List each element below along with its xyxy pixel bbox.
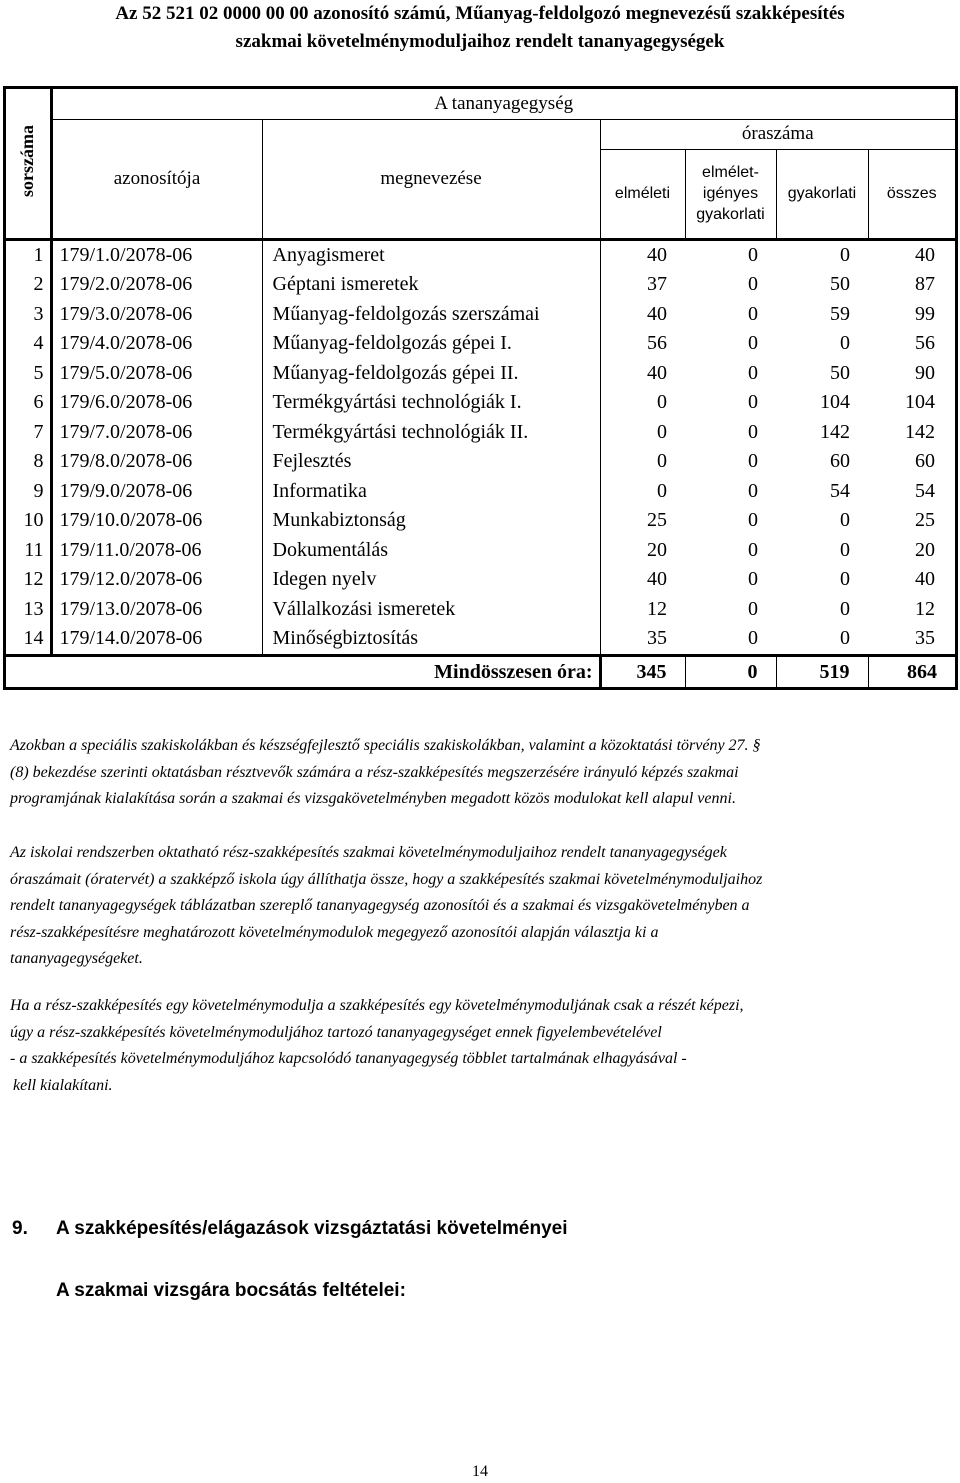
paragraph-line: kell kialakítani. bbox=[13, 1076, 113, 1094]
cell-megnevezes: Idegen nyelv bbox=[262, 565, 600, 595]
cell-azonosito: 179/6.0/2078-06 bbox=[51, 388, 262, 418]
table-row bbox=[6, 477, 955, 507]
cell-sorszam: 8 bbox=[6, 447, 51, 477]
cell-gyakorlati: 0 bbox=[840, 568, 850, 591]
paragraph-school-system bbox=[10, 840, 950, 973]
paragraph-line: Ha a rész-szakképesítés egy követelménymodulja a szakképesítés egy követelménymoduljának csak a részét képezi, bbox=[10, 997, 744, 1014]
cell-gyakorlati: 50 bbox=[830, 361, 850, 384]
section-number: 9. bbox=[12, 1218, 28, 1239]
cell-elmeleti: 40 bbox=[647, 568, 667, 591]
cell-osszes: 99 bbox=[915, 302, 936, 325]
cell-megnevezes: Anyagismeret bbox=[262, 239, 600, 270]
table-row bbox=[6, 239, 955, 270]
cell-elmeletigenyes: 0 bbox=[748, 627, 758, 650]
paragraph-line: rész-szakképesítésre meghatározott követelménymodulok megegyező azonosítói alapján választja ki a bbox=[10, 923, 659, 941]
cell-sorszam: 3 bbox=[6, 300, 51, 330]
cell-sorszam: 9 bbox=[6, 477, 51, 507]
cell-osszes: 40 bbox=[915, 243, 936, 266]
cell-megnevezes: Műanyag-feldolgozás gépei I. bbox=[262, 329, 600, 359]
header-gyakorlati: gyakorlati bbox=[776, 149, 868, 239]
cell-osszes: 90 bbox=[915, 361, 936, 384]
cell-osszes: 35 bbox=[915, 627, 936, 650]
paragraph-line: tananyagegységeket. bbox=[10, 950, 143, 967]
cell-sorszam: 6 bbox=[6, 388, 51, 418]
cell-megnevezes: Vállalkozási ismeretek bbox=[262, 595, 600, 625]
page-number: 14 bbox=[472, 1463, 488, 1480]
cell-elmeletigenyes: 0 bbox=[748, 597, 758, 620]
table-row bbox=[6, 329, 955, 359]
total-label: Mindösszesen óra: bbox=[6, 655, 600, 689]
cell-elmeletigenyes: 0 bbox=[748, 243, 758, 266]
cell-azonosito: 179/11.0/2078-06 bbox=[51, 536, 262, 566]
table-row bbox=[6, 506, 955, 536]
table-row bbox=[6, 300, 955, 330]
paragraph-line: óraszámait (óratervét) a szakképző iskola úgy állíthatja össze, hogy a szakképesítés szakmai követelménymoduljaihoz bbox=[10, 870, 763, 888]
paragraph-line: úgy a rész-szakképesítés követelménymoduljához tartozó tananyagegységet ennek figyelembevételével bbox=[10, 1023, 662, 1041]
cell-gyakorlati: 50 bbox=[830, 273, 850, 296]
cell-elmeleti: 35 bbox=[647, 627, 667, 650]
table-row bbox=[6, 447, 955, 477]
cell-elmeletigenyes: 0 bbox=[748, 479, 758, 502]
cell-gyakorlati: 0 bbox=[840, 538, 850, 561]
cell-osszes: 60 bbox=[915, 450, 936, 473]
cell-elmeleti: 12 bbox=[647, 597, 667, 620]
cell-azonosito: 179/12.0/2078-06 bbox=[51, 565, 262, 595]
cell-azonosito: 179/13.0/2078-06 bbox=[51, 595, 262, 625]
cell-osszes: 12 bbox=[915, 597, 936, 620]
table-row bbox=[6, 359, 955, 389]
cell-azonosito: 179/4.0/2078-06 bbox=[51, 329, 262, 359]
cell-sorszam: 14 bbox=[6, 624, 51, 655]
cell-gyakorlati: 0 bbox=[840, 332, 850, 355]
cell-elmeletigenyes: 0 bbox=[748, 420, 758, 443]
cell-megnevezes: Termékgyártási technológiák II. bbox=[262, 418, 600, 448]
cell-sorszam: 13 bbox=[6, 595, 51, 625]
cell-megnevezes: Géptani ismeretek bbox=[262, 270, 600, 300]
cell-elmeleti: 0 bbox=[657, 450, 667, 473]
header-group: A tananyagegység bbox=[51, 89, 955, 119]
cell-elmeleti: 20 bbox=[647, 538, 667, 561]
cell-sorszam: 4 bbox=[6, 329, 51, 359]
paragraph-partial-module bbox=[10, 993, 950, 1099]
header-elmeletigenyes-line-1: elmélet- bbox=[702, 164, 759, 181]
cell-sorszam: 1 bbox=[6, 239, 51, 270]
cell-azonosito: 179/9.0/2078-06 bbox=[51, 477, 262, 507]
cell-elmeleti: 0 bbox=[657, 479, 667, 502]
cell-osszes: 25 bbox=[915, 509, 936, 532]
cell-elmeleti: 0 bbox=[657, 420, 667, 443]
cell-elmeleti: 40 bbox=[647, 302, 667, 325]
cell-megnevezes: Munkabiztonság bbox=[262, 506, 600, 536]
cell-megnevezes: Fejlesztés bbox=[262, 447, 600, 477]
cell-elmeleti: 25 bbox=[647, 509, 667, 532]
cell-megnevezes: Informatika bbox=[262, 477, 600, 507]
header-sorszama bbox=[6, 89, 51, 239]
cell-azonosito: 179/1.0/2078-06 bbox=[51, 239, 262, 270]
paragraph-line: (8) bekezdése szerinti oktatásban résztvevők számára a rész-szakképesítés megszerzésére irányuló képzés szakmai bbox=[10, 763, 739, 781]
total-gyakorlati: 519 bbox=[776, 655, 868, 689]
document-title-line-2: szakmai követelménymoduljaihoz rendelt tananyagegységek bbox=[235, 31, 725, 52]
cell-elmeletigenyes: 0 bbox=[748, 568, 758, 591]
cell-sorszam: 12 bbox=[6, 565, 51, 595]
total-elmeleti: 345 bbox=[600, 655, 685, 689]
header-elmeletigenyes bbox=[685, 149, 776, 239]
cell-elmeletigenyes: 0 bbox=[748, 332, 758, 355]
cell-sorszam: 11 bbox=[6, 536, 51, 566]
table-row bbox=[6, 418, 955, 448]
cell-gyakorlati: 0 bbox=[840, 243, 850, 266]
cell-sorszam: 10 bbox=[6, 506, 51, 536]
cell-elmeleti: 40 bbox=[647, 361, 667, 384]
cell-azonosito: 179/3.0/2078-06 bbox=[51, 300, 262, 330]
cell-elmeletigenyes: 0 bbox=[748, 302, 758, 325]
cell-elmeletigenyes: 0 bbox=[748, 538, 758, 561]
section-subtitle: A szakmai vizsgára bocsátás feltételei: bbox=[56, 1280, 406, 1301]
cell-gyakorlati: 0 bbox=[840, 627, 850, 650]
cell-azonosito: 179/2.0/2078-06 bbox=[51, 270, 262, 300]
header-sorszama-label: sorszáma bbox=[17, 124, 38, 197]
cell-azonosito: 179/7.0/2078-06 bbox=[51, 418, 262, 448]
cell-elmeleti: 40 bbox=[647, 243, 667, 266]
cell-megnevezes: Termékgyártási technológiák I. bbox=[262, 388, 600, 418]
cell-osszes: 20 bbox=[915, 538, 936, 561]
cell-osszes: 40 bbox=[915, 568, 936, 591]
table-row bbox=[6, 595, 955, 625]
cell-osszes: 54 bbox=[915, 479, 936, 502]
document-title-line-1: Az 52 521 02 0000 00 00 azonosító számú, Műanyag-feldolgozó megnevezésű szakképesítés bbox=[115, 3, 845, 24]
paragraph-line: Az iskolai rendszerben oktatható rész-szakképesítés szakmai követelménymoduljaihoz rendelt tananyagegységek bbox=[10, 844, 727, 861]
paragraph-line: Azokban a speciális szakiskolákban és készségfejlesztő speciális szakiskolákban, valamint a közoktatási törvény 27. § bbox=[10, 737, 761, 754]
cell-osszes: 87 bbox=[915, 273, 936, 296]
table-total-row bbox=[6, 655, 955, 689]
total-osszes: 864 bbox=[868, 655, 955, 689]
header-azonositoja: azonosítója bbox=[51, 119, 262, 239]
cell-azonosito: 179/14.0/2078-06 bbox=[51, 624, 262, 655]
paragraph-line: - a szakképesítés követelménymoduljához kapcsolódó tananyagegység többlet tartalmának elhagyásával - bbox=[10, 1050, 687, 1067]
total-elmeletigenyes: 0 bbox=[685, 655, 776, 689]
cell-gyakorlati: 104 bbox=[820, 391, 850, 414]
cell-megnevezes: Dokumentálás bbox=[262, 536, 600, 566]
table-row bbox=[6, 565, 955, 595]
tananyagegyseg-table bbox=[3, 86, 958, 690]
cell-elmeleti: 56 bbox=[647, 332, 667, 355]
header-elmeleti: elméleti bbox=[600, 149, 685, 239]
cell-megnevezes: Műanyag-feldolgozás gépei II. bbox=[262, 359, 600, 389]
cell-elmeletigenyes: 0 bbox=[748, 391, 758, 414]
cell-sorszam: 5 bbox=[6, 359, 51, 389]
cell-azonosito: 179/8.0/2078-06 bbox=[51, 447, 262, 477]
cell-gyakorlati: 142 bbox=[820, 420, 850, 443]
cell-sorszam: 7 bbox=[6, 418, 51, 448]
header-megnevezese: megnevezése bbox=[262, 119, 600, 239]
cell-megnevezes: Minőségbiztosítás bbox=[262, 624, 600, 655]
table-row bbox=[6, 536, 955, 566]
cell-gyakorlati: 59 bbox=[830, 302, 850, 325]
cell-azonosito: 179/5.0/2078-06 bbox=[51, 359, 262, 389]
cell-elmeleti: 0 bbox=[657, 391, 667, 414]
header-osszes: összes bbox=[868, 149, 955, 239]
cell-gyakorlati: 60 bbox=[830, 450, 850, 473]
cell-elmeletigenyes: 0 bbox=[748, 450, 758, 473]
cell-osszes: 104 bbox=[905, 391, 936, 414]
paragraph-special-schools bbox=[10, 733, 950, 813]
table-row bbox=[6, 388, 955, 418]
header-elmeletigenyes-line-2: igényes bbox=[702, 185, 759, 202]
cell-osszes: 56 bbox=[915, 332, 936, 355]
section-title: A szakképesítés/elágazások vizsgáztatási követelményei bbox=[56, 1218, 568, 1239]
cell-sorszam: 2 bbox=[6, 270, 51, 300]
paragraph-line: rendelt tananyagegységek táblázatban szereplő tananyagegység azonosítói és a szakmai és vizsgakövetelményben a bbox=[10, 897, 750, 914]
cell-gyakorlati: 0 bbox=[840, 597, 850, 620]
cell-gyakorlati: 54 bbox=[830, 479, 850, 502]
cell-azonosito: 179/10.0/2078-06 bbox=[51, 506, 262, 536]
cell-osszes: 142 bbox=[905, 420, 936, 443]
header-elmeletigenyes-line-3: gyakorlati bbox=[696, 206, 765, 223]
table-row bbox=[6, 270, 955, 300]
header-oraszama: óraszáma bbox=[600, 119, 955, 149]
cell-elmeleti: 37 bbox=[647, 273, 667, 296]
cell-elmeletigenyes: 0 bbox=[748, 509, 758, 532]
cell-elmeletigenyes: 0 bbox=[748, 273, 758, 296]
cell-gyakorlati: 0 bbox=[840, 509, 850, 532]
cell-megnevezes: Műanyag-feldolgozás szerszámai bbox=[262, 300, 600, 330]
cell-elmeletigenyes: 0 bbox=[748, 361, 758, 384]
table-row bbox=[6, 624, 955, 655]
paragraph-line: programjának kialakítása során a szakmai és vizsgakövetelményben megadott közös modulokat kell alapul venni. bbox=[10, 790, 736, 807]
